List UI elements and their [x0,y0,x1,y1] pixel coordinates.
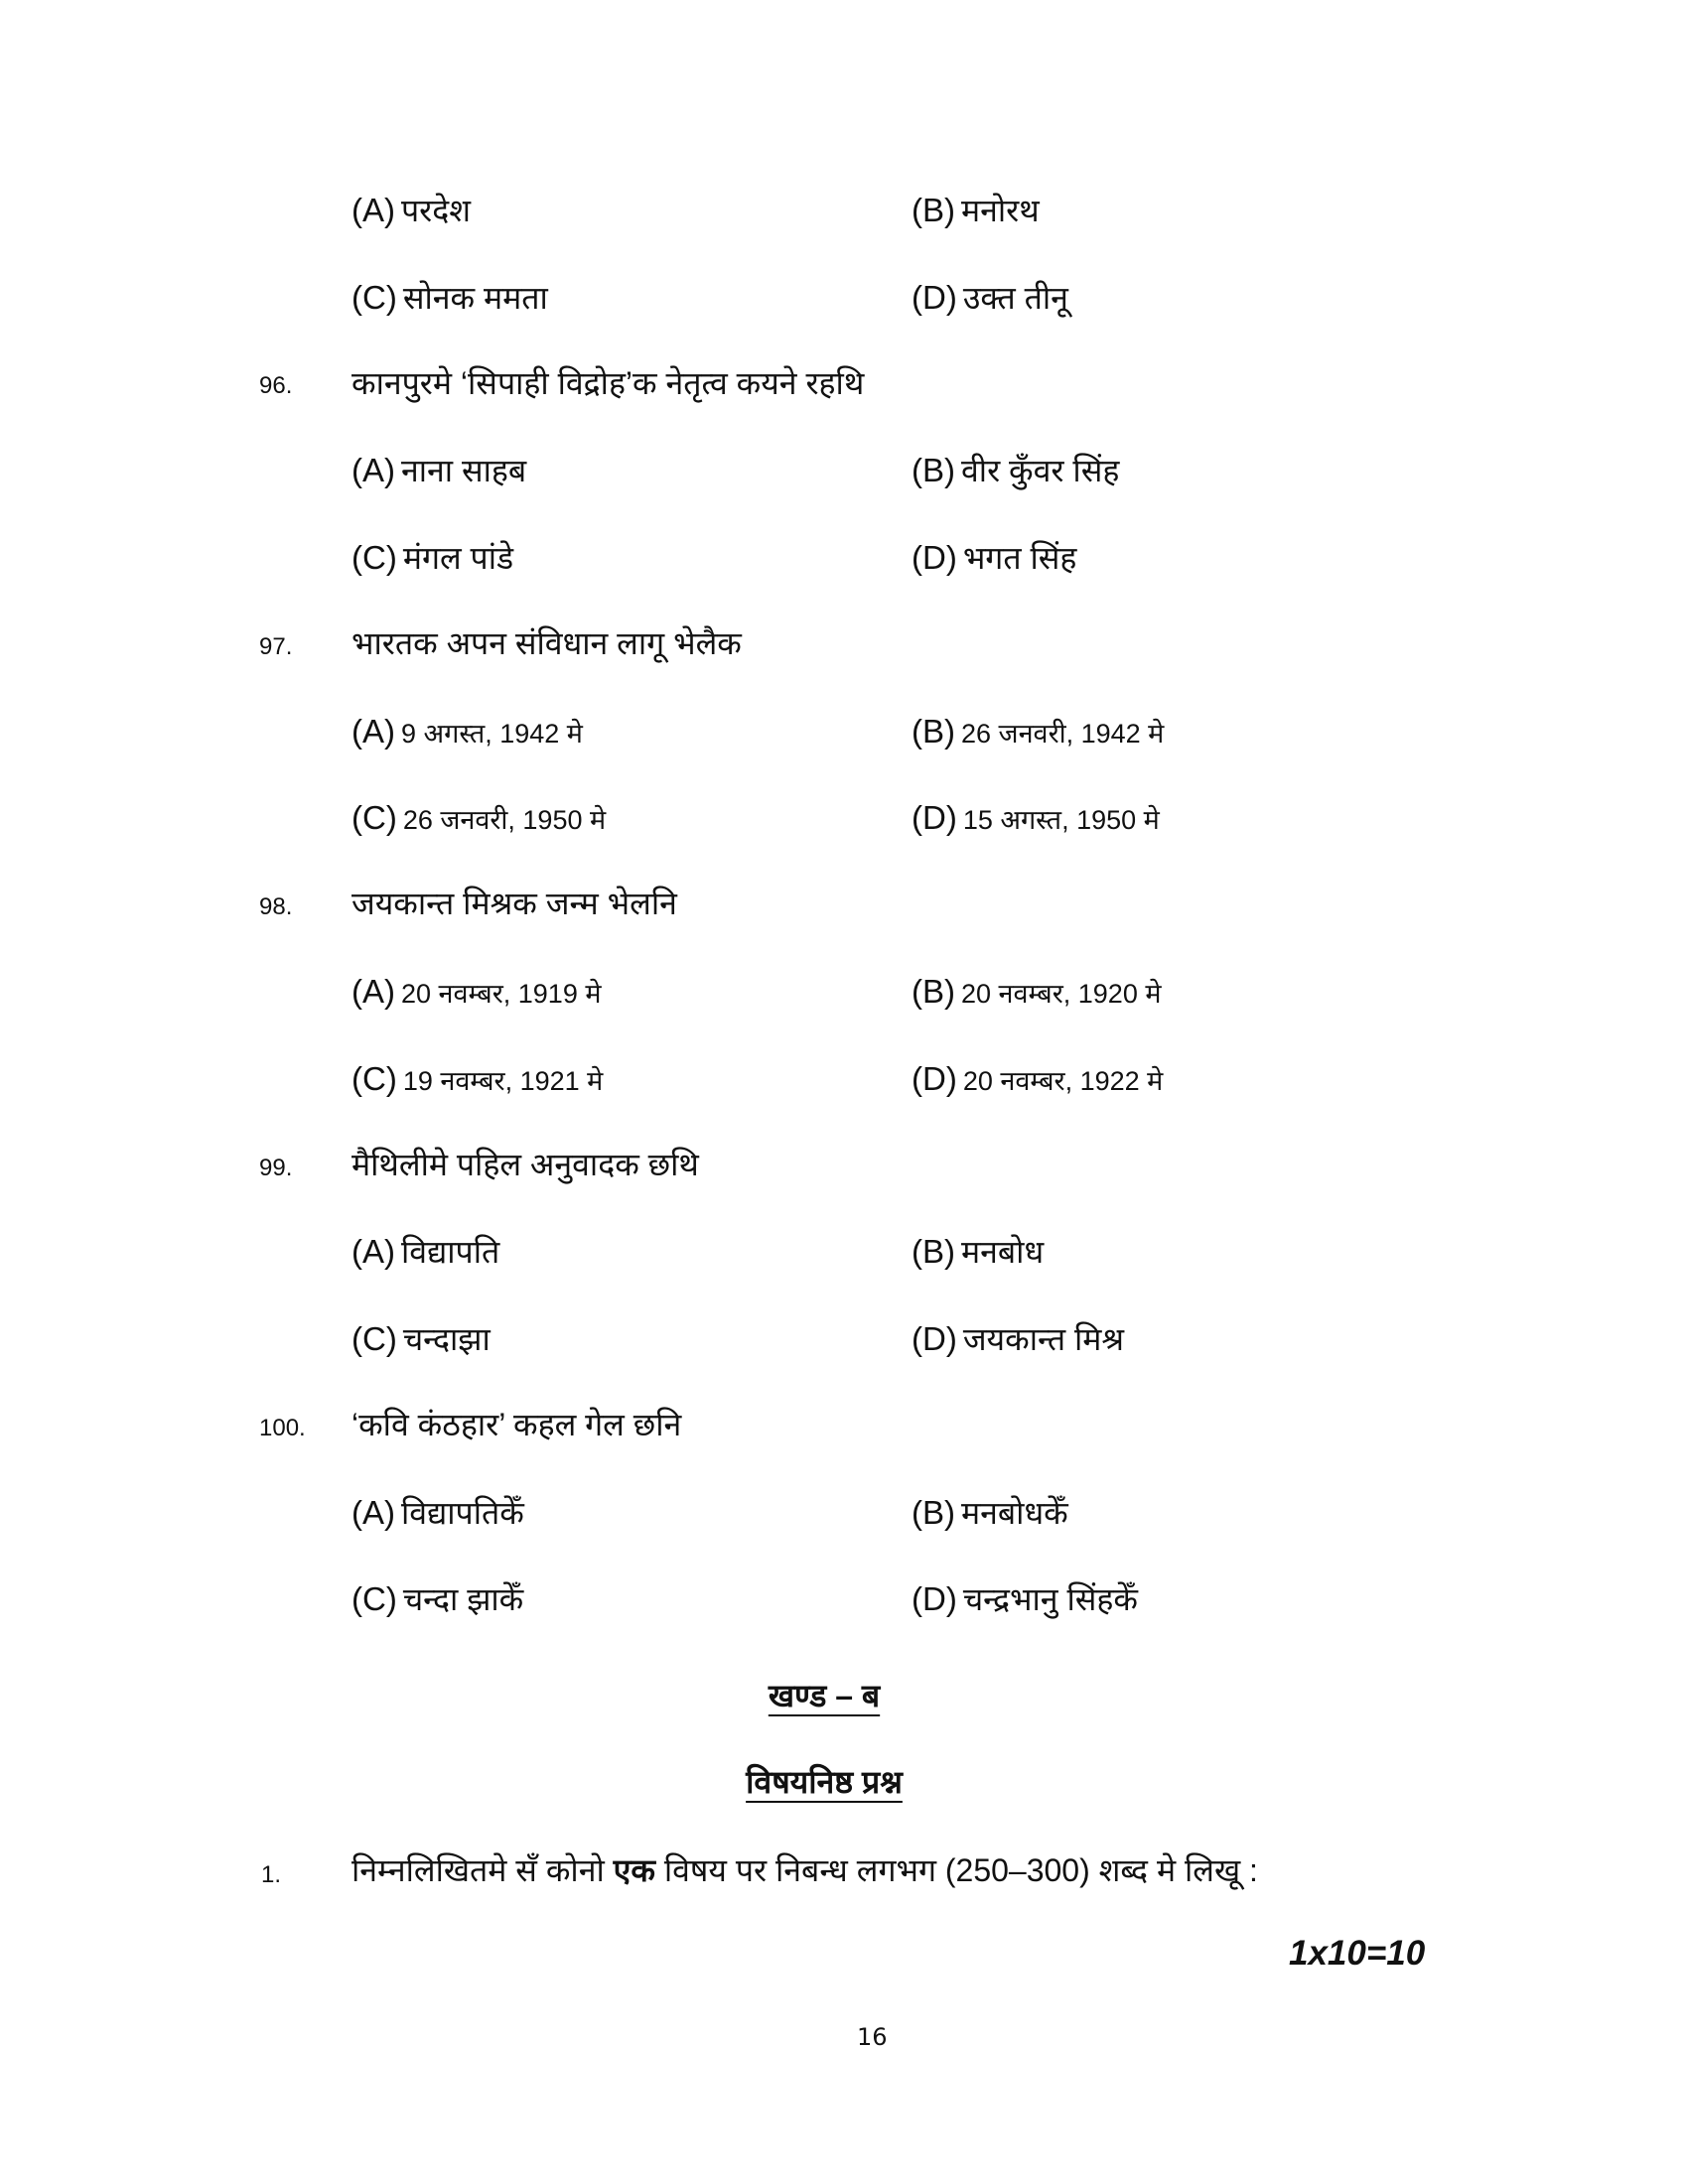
option-d [912,1062,1163,1095]
option-text: चन्दा झाकेँ [402,1581,524,1617]
marks-allocation: 1x10=10 [1289,1934,1426,1973]
section-subtitle: विषयनिष्ठ प्रश्न [746,1764,903,1800]
option-d [912,541,1076,574]
option-text: परदेश [401,193,472,228]
option-label: (C) [352,1320,397,1357]
option-text: वीर कुँवर सिंह [961,453,1120,488]
question-text: भारतक अपन संविधान लागू भेलैक [352,625,742,661]
option-text: 9 अगस्त, 1942 मे [401,719,583,749]
option-c [352,541,513,574]
question-text [352,1854,1258,1886]
option-label: (D) [912,1580,957,1617]
question-text: ‘कवि कंठहार’ कहल गेल छनि [352,1407,682,1442]
option-d [912,801,1160,834]
option-a [352,715,583,748]
option-text: उक्त तीनू [962,280,1068,316]
option-label: (C) [352,279,397,316]
question-text-part: विषय पर निबन्ध लगभग (250–300) शब्द मे लिखू : [654,1852,1258,1888]
question-text: मैथिलीमे पहिल अनुवादक छथि [352,1147,699,1182]
option-a [352,975,601,1008]
option-d [912,1322,1124,1355]
option-label: (D) [912,279,957,316]
option-label: (A) [352,192,395,228]
option-a [352,194,471,226]
question-number: 97. [259,633,293,660]
option-d [912,281,1068,314]
option-label: (C) [352,799,397,836]
option-label: (D) [912,1060,957,1097]
option-b [912,715,1164,748]
option-label: (B) [912,1233,955,1270]
section-title: खण्ड – ब [768,1678,881,1713]
option-text: 20 नवम्बर, 1919 मे [401,979,602,1009]
question-text-emphasis: एक [613,1852,655,1888]
page-number: 16 [857,2023,888,2051]
option-text: चन्दाझा [402,1321,491,1357]
option-label: (A) [352,973,395,1010]
option-text: 26 जनवरी, 1942 मे [961,719,1165,749]
option-label: (A) [352,1233,395,1270]
question-number: 98. [259,893,293,920]
option-text: चन्द्रभानु सिंहकेँ [962,1581,1138,1617]
question-text-part: निम्नलिखितमे सँ कोनो [352,1852,614,1888]
option-text: विद्यापतिकेँ [401,1495,524,1531]
option-text: मनोरथ [961,193,1040,228]
option-label: (B) [912,1494,955,1531]
option-label: (B) [912,973,955,1010]
option-label: (C) [352,1580,397,1617]
option-label: (B) [912,713,955,750]
question-number: 99. [259,1155,293,1181]
question-number: 100. [259,1415,306,1441]
question-number: 96. [259,372,293,399]
option-label: (D) [912,799,957,836]
option-text: 19 नवम्बर, 1921 मे [402,1066,604,1096]
question-text: जयकान्त मिश्रक जन्म भेलनि [352,886,677,921]
option-text: 15 अगस्त, 1950 मे [962,805,1160,835]
option-label: (D) [912,1320,957,1357]
option-label: (B) [912,192,955,228]
option-label: (B) [912,452,955,488]
option-text: मनबोध [961,1234,1045,1270]
option-b [912,975,1161,1008]
option-c [352,1062,603,1095]
option-label: (C) [352,1060,397,1097]
option-c [352,801,606,834]
option-label: (D) [912,539,957,576]
option-c [352,1582,523,1615]
option-b [912,1235,1044,1268]
question-text: कानपुरमे ‘सिपाही विद्रोह’क नेतृत्व कयने रहथि [352,365,865,401]
option-text: नाना साहब [401,453,527,488]
option-label: (A) [352,452,395,488]
option-c [352,281,548,314]
option-a [352,1235,499,1268]
option-text: मंगल पांडे [402,540,514,576]
option-text: भगत सिंह [962,540,1077,576]
option-label: (A) [352,1494,395,1531]
option-text: मनबोधकेँ [961,1495,1068,1531]
question-number: 1. [261,1861,282,1888]
option-d [912,1582,1138,1615]
option-c [352,1322,491,1355]
option-text: 20 नवम्बर, 1920 मे [961,979,1162,1009]
option-label: (C) [352,539,397,576]
option-text: 20 नवम्बर, 1922 मे [962,1066,1164,1096]
option-label: (A) [352,713,395,750]
option-text: जयकान्त मिश्र [962,1321,1125,1357]
option-text: विद्यापति [401,1234,500,1270]
option-a [352,1496,524,1529]
option-b [912,454,1119,486]
option-text: सोनक ममता [402,280,548,316]
option-a [352,454,526,486]
option-text: 26 जनवरी, 1950 मे [402,805,607,835]
option-b [912,1496,1068,1529]
option-b [912,194,1040,226]
